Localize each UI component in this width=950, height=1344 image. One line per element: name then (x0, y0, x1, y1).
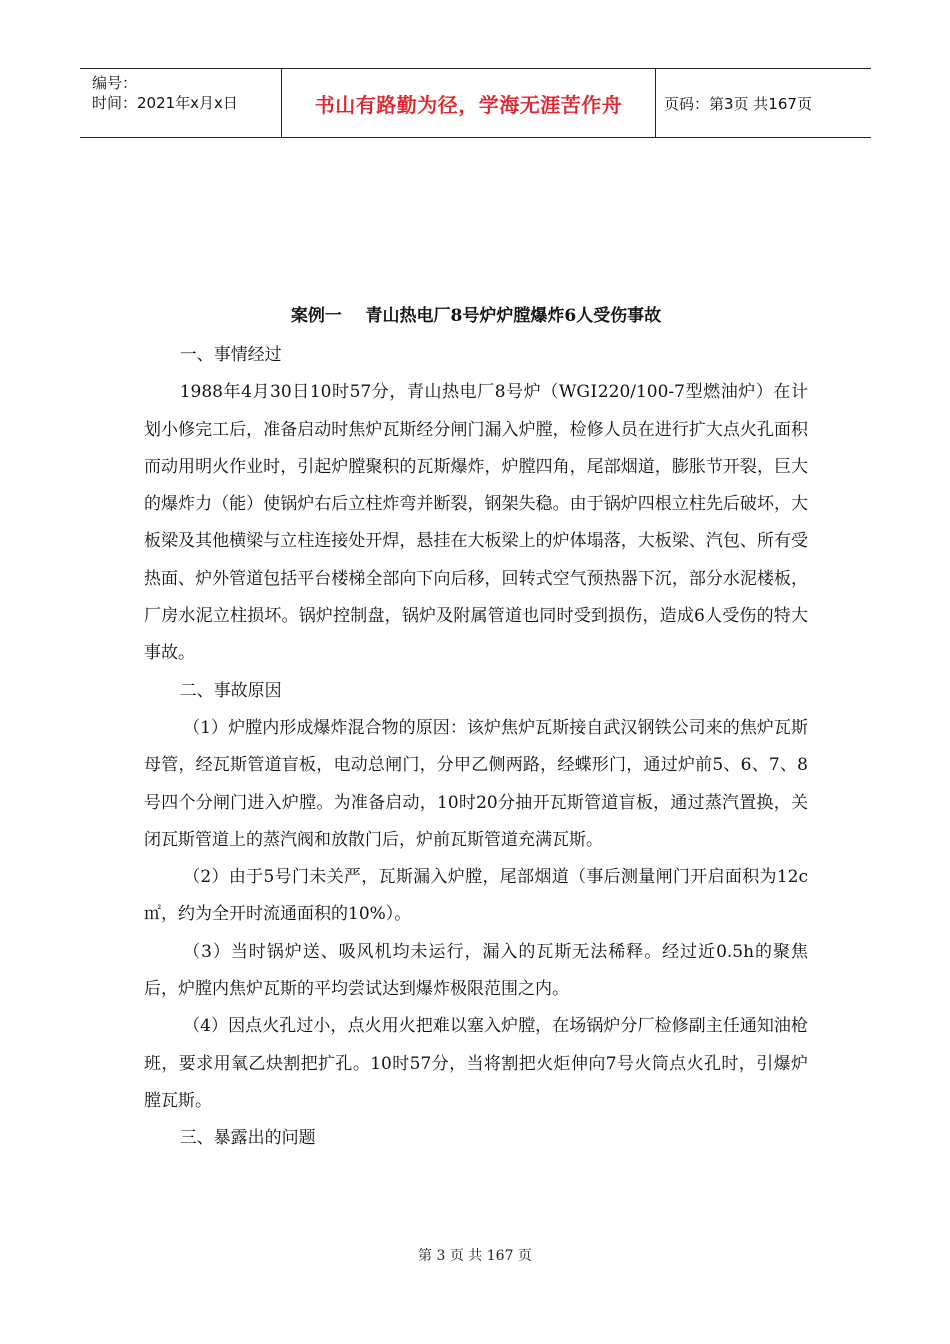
header-motto: 书山有路勤为径，学海无涯苦作舟 (314, 92, 623, 117)
header-meta (80, 69, 281, 137)
document-number-label: 编号： (92, 74, 138, 92)
header-page-cell (656, 69, 871, 137)
section-heading-1: 一、事情经过 (179, 345, 282, 365)
body-paragraph: （1）炉膛内形成爆炸混合物的原因：该炉焦炉瓦斯接自武汉钢铁公司来的焦炉瓦斯母管，经瓦斯管道盲板，电动总闸门，分甲乙侧两路，经蝶形门，通过炉前5、6、7、8号四个分闸门进入炉膛。为准备启动，10时20分抽开瓦斯管道盲板，通过蒸汽置换，关闭瓦斯管道上的蒸汽阀和放散门后，炉前瓦斯管道充满瓦斯。 (144, 717, 808, 850)
body-paragraph: 1988年4月30日10时57分，青山热电厂8号炉（WGⅠ220/100-7型燃油炉）在计划小修完工后，准备启动时焦炉瓦斯经分闸门漏入炉膛，检修人员在进行扩大点火孔面积而动用明火作业时，引起炉膛聚积的瓦斯爆炸，炉膛四角，尾部烟道，膨胀节开裂，巨大的爆炸力（能）使锅炉右后立柱炸弯并断裂，钢架失稳。由于锅炉四根立柱先后破坏，大板梁及其他横梁与立柱连接处开焊，悬挂在大板梁上的炉体塌落，大板梁、汽包、所有受热面、炉外管道包括平台楼梯全部向下向后移，回转式空气预热器下沉，部分水泥楼板，厂房水泥立柱损坏。锅炉控制盘，锅炉及附属管道也同时受到损伤，造成6人受伤的特大事故。 (144, 382, 808, 664)
header-motto-cell (281, 69, 656, 137)
footer-page-number: 第 3 页 共 167 页 (418, 1248, 532, 1264)
document-date-label: 时间：2021年x月x日 (92, 94, 238, 112)
header-page-label: 页码：第3页 共167页 (664, 94, 812, 113)
section-heading-3: 三、暴露出的问题 (179, 1128, 316, 1149)
document-header (80, 68, 871, 138)
document-title: 案例一 青山热电厂8号炉炉膛爆炸6人受伤事故 (290, 306, 662, 326)
body-paragraph: （2）由于5号门未关严，瓦斯漏入炉膛，尾部烟道（事后测量闸门开启面积为12c㎡，约为全开时流通面积的10%）。 (144, 867, 808, 925)
body-paragraph: （4）因点火孔过小，点火用火把难以塞入炉膛，在场锅炉分厂检修副主任通知油枪班，要求用氧乙炔割把扩孔。10时57分，当将割把火炬伸向7号火筒点火孔时，引爆炉膛瓦斯。 (144, 1016, 808, 1111)
document-body (144, 298, 808, 1158)
page-footer (0, 1245, 950, 1265)
body-paragraph: （3）当时锅炉送、吸风机均未运行，漏入的瓦斯无法稀释。经过近0.5h的聚焦后，炉膛内焦炉瓦斯的平均尝试达到爆炸极限范围之内。 (144, 941, 808, 1000)
section-heading-2: 二、事故原因 (179, 680, 282, 701)
